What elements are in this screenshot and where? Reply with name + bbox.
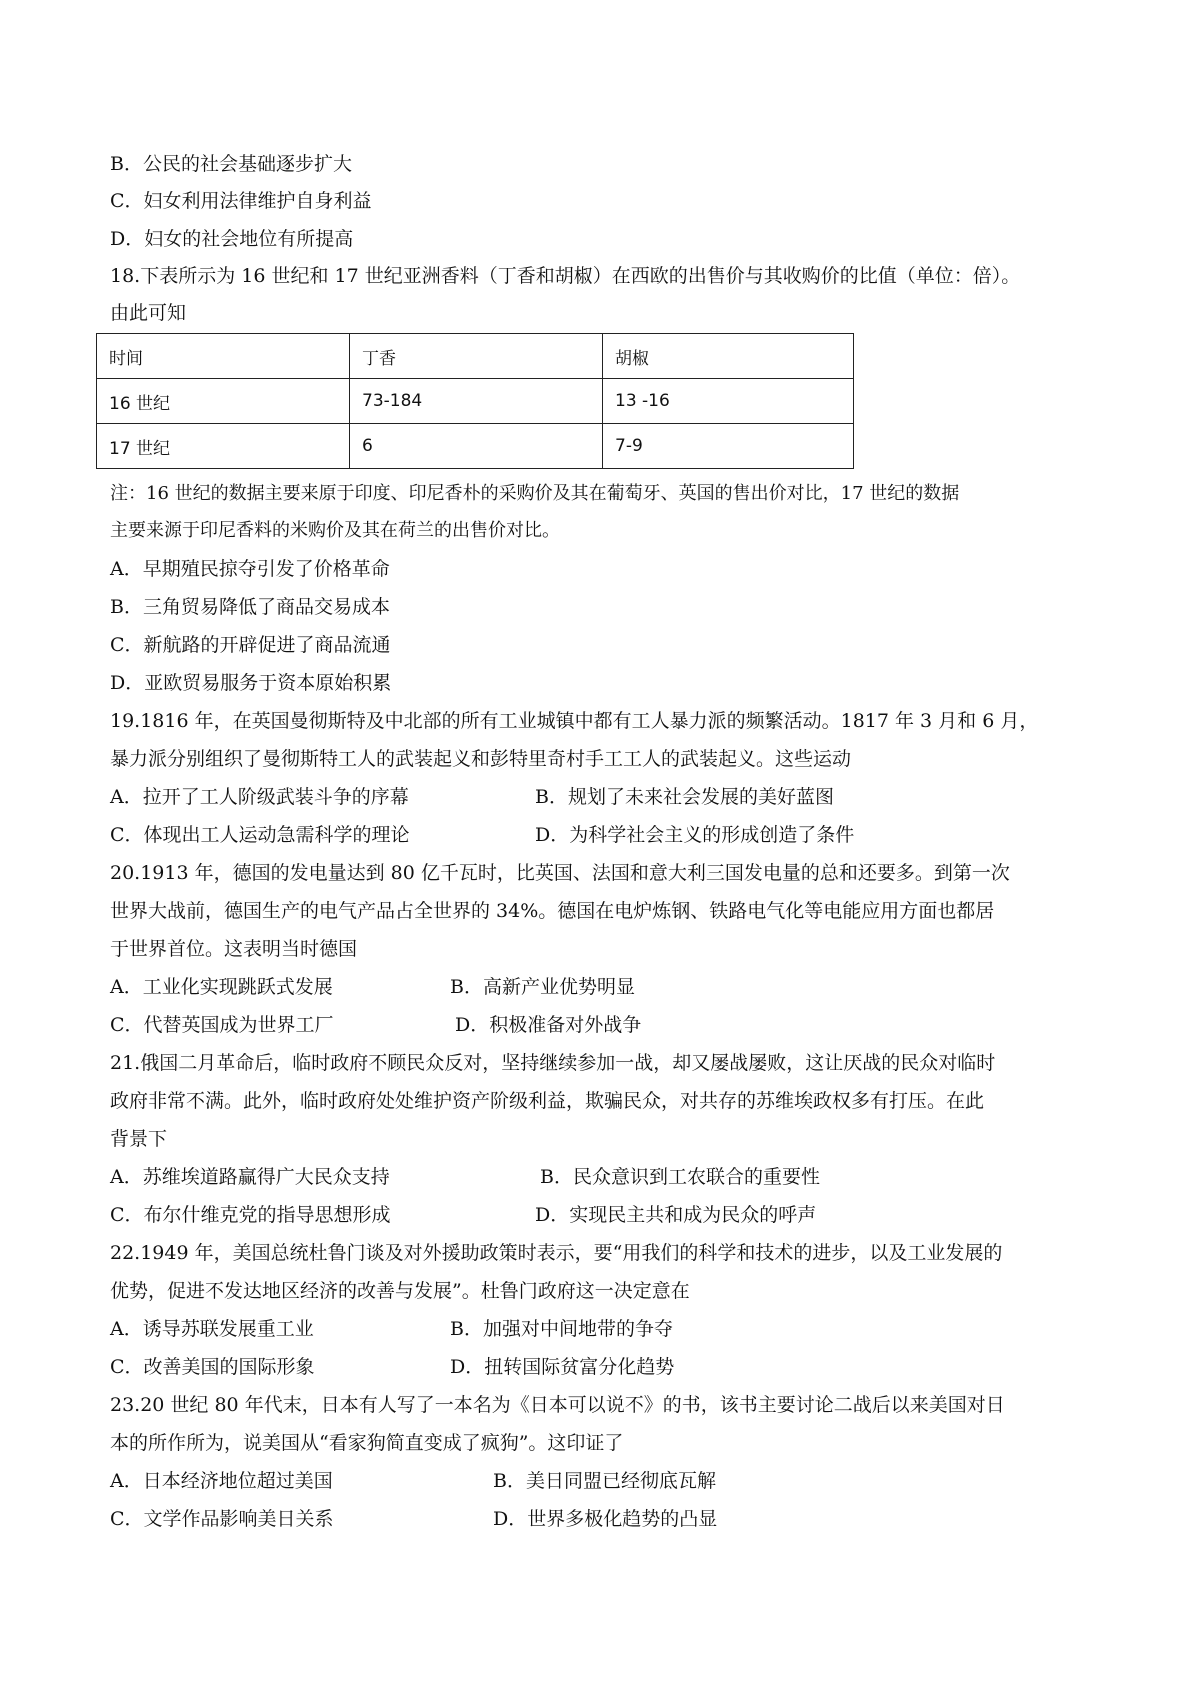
q17-option-c: C．妇女利用法律维护自身利益 [110, 190, 372, 212]
q19-option-c: C．体现出工人运动急需科学的理论 [110, 824, 410, 846]
q19-option-b: B．规划了未来社会发展的美好蓝图 [535, 786, 834, 808]
q19-stem-line1: 19.1816 年，在英国曼彻斯特及中北部的所有工业城镇中都有工人暴力派的频繁活动。1817 年 3 月和 6 月， [110, 710, 1039, 732]
q20-option-b: B．高新产业优势明显 [450, 976, 635, 998]
q21-stem-line1: 21.俄国二月革命后，临时政府不顾民众反对，坚持继续参加一战，却又屡战屡败，这让厌战的民众对临时 [110, 1052, 996, 1074]
q22-option-b: B．加强对中间地带的争夺 [450, 1318, 673, 1340]
q18-option-b: B．三角贸易降低了商品交易成本 [110, 596, 390, 618]
q22-option-d: D．扭转国际贫富分化趋势 [450, 1356, 675, 1378]
q23-stem-line2: 本的所作所为，说美国从“看家狗简直变成了疯狗”。这印证了 [110, 1432, 624, 1454]
q20-option-a: A．工业化实现跳跃式发展 [110, 976, 333, 998]
q18-note-line2: 主要来源于印尼香料的米购价及其在荷兰的出售价对比。 [110, 520, 560, 541]
q23-option-b: B．美日同盟已经彻底瓦解 [493, 1470, 716, 1492]
q23-stem-line1: 23.20 世纪 80 年代末，日本有人写了一本名为《日本可以说不》的书，该书主要讨论二战后以来美国对日 [110, 1394, 1005, 1416]
table-cell: 13 -16 [603, 379, 854, 424]
q23-option-c: C．文学作品影响美日关系 [110, 1508, 334, 1530]
q18-note-line1: 注：16 世纪的数据主要来原于印度、印尼香朴的采购价及其在葡萄牙、英国的售出价对比，17 世纪的数据 [110, 483, 960, 504]
table-cell: 17 世纪 [97, 424, 350, 469]
q20-stem-line3: 于世界首位。这表明当时德国 [110, 938, 358, 960]
table-header-cell-clove: 丁香 [350, 334, 603, 379]
table-cell: 73-184 [350, 379, 603, 424]
q21-stem-line3: 背景下 [110, 1128, 168, 1150]
q21-option-a: A．苏维埃道路赢得广大民众支持 [110, 1166, 390, 1188]
q18-price-ratio-table [96, 333, 854, 469]
q18-option-c: C．新航路的开辟促进了商品流通 [110, 634, 391, 656]
q19-option-a: A．拉开了工人阶级武装斗争的序幕 [110, 786, 409, 808]
q20-option-d: D．积极准备对外战争 [455, 1014, 642, 1036]
q21-option-b: B．民众意识到工农联合的重要性 [540, 1166, 820, 1188]
q19-option-d: D．为科学社会主义的形成创造了条件 [535, 824, 855, 846]
table-header-row [97, 334, 854, 379]
q17-option-d: D．妇女的社会地位有所提高 [110, 228, 354, 250]
q20-stem-line1: 20.1913 年，德国的发电量达到 80 亿千瓦时，比英国、法国和意大利三国发电量的总和还要多。到第一次 [110, 862, 1010, 884]
q20-option-c: C．代替英国成为世界工厂 [110, 1014, 334, 1036]
q21-stem-line2: 政府非常不满。此外，临时政府处处维护资产阶级利益，欺骗民众，对共存的苏维埃政权多有打压。在此 [110, 1090, 985, 1112]
q17-option-b: B．公民的社会基础逐步扩大 [110, 153, 352, 175]
table-row [97, 424, 854, 469]
q23-option-d: D．世界多极化趋势的凸显 [493, 1508, 718, 1530]
q18-option-d: D．亚欧贸易服务于资本原始积累 [110, 672, 392, 694]
q18-stem-line2: 由此可知 [110, 302, 187, 324]
q21-option-d: D．实现民主共和成为民众的呼声 [535, 1204, 817, 1226]
q20-stem-line2: 世界大战前，德国生产的电气产品占全世界的 34%。德国在电炉炼钢、铁路电气化等电能应用方面也都居 [110, 900, 995, 922]
table-cell: 7-9 [603, 424, 854, 469]
table-header-cell-time: 时间 [97, 334, 350, 379]
q18-option-a: A．早期殖民掠夺引发了价格革命 [110, 558, 390, 580]
q22-stem-line1: 22.1949 年，美国总统杜鲁门谈及对外援助政策时表示，要“用我们的科学和技术的进步，以及工业发展的 [110, 1242, 1003, 1264]
table-row [97, 379, 854, 424]
table-cell: 6 [350, 424, 603, 469]
table-cell: 16 世纪 [97, 379, 350, 424]
q21-option-c: C．布尔什维克党的指导思想形成 [110, 1204, 391, 1226]
q22-option-c: C．改善美国的国际形象 [110, 1356, 315, 1378]
table-header-cell-pepper: 胡椒 [603, 334, 854, 379]
q22-option-a: A．诱导苏联发展重工业 [110, 1318, 314, 1340]
q18-stem-line1: 18.下表所示为 16 世纪和 17 世纪亚洲香料（丁香和胡椒）在西欧的出售价与其收购价的比值（单位：倍）。 [110, 265, 1021, 287]
q23-option-a: A．日本经济地位超过美国 [110, 1470, 333, 1492]
q22-stem-line2: 优势，促进不发达地区经济的改善与发展”。杜鲁门政府这一决定意在 [110, 1280, 690, 1302]
q19-stem-line2: 暴力派分别组织了曼彻斯特工人的武装起义和彭特里奇村手工工人的武装起义。这些运动 [110, 748, 852, 770]
